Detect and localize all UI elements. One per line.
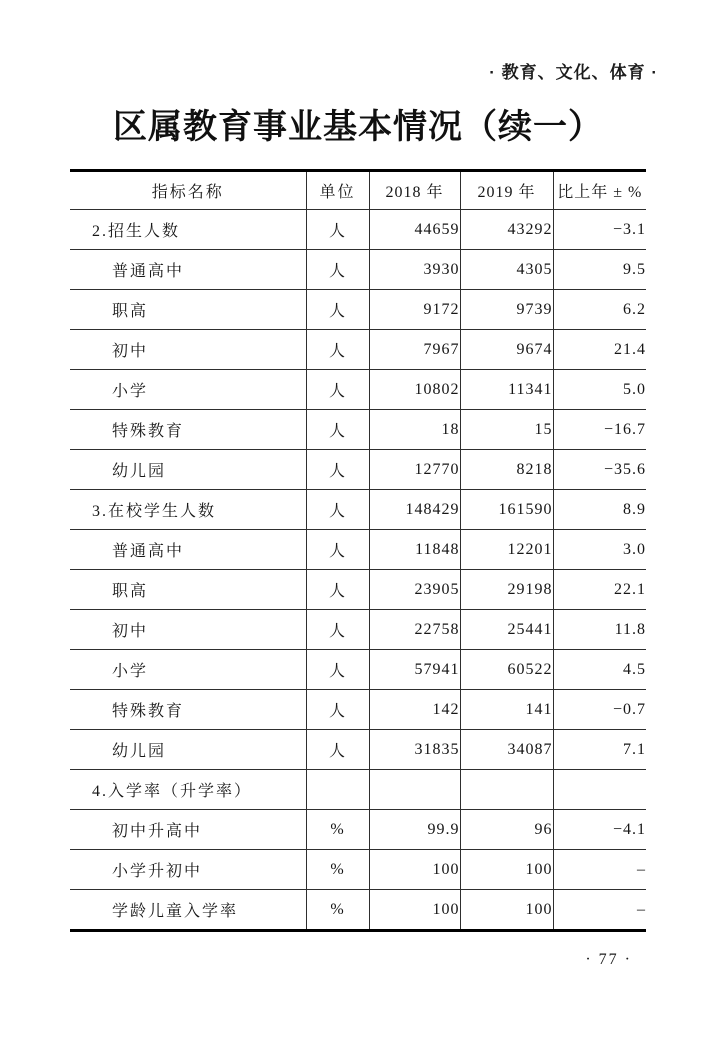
value-2019-cell: 141 bbox=[460, 690, 553, 730]
value-2019-cell: 9739 bbox=[460, 290, 553, 330]
change-cell: 6.2 bbox=[553, 290, 646, 330]
value-2018-cell: 10802 bbox=[369, 370, 460, 410]
section-header: · 教育、文化、体育 · bbox=[489, 63, 658, 82]
value-2018-cell: 44659 bbox=[369, 210, 460, 250]
table-row bbox=[70, 770, 646, 810]
table-row bbox=[70, 530, 646, 570]
indicator-name-cell: 初中 bbox=[70, 610, 306, 650]
column-header-2018: 2018 年 bbox=[369, 171, 460, 210]
column-header-unit: 单位 bbox=[306, 171, 369, 210]
change-cell: 7.1 bbox=[553, 730, 646, 770]
change-cell: 3.0 bbox=[553, 530, 646, 570]
value-2018-cell: 11848 bbox=[369, 530, 460, 570]
change-cell: 4.5 bbox=[553, 650, 646, 690]
value-2018-cell: 99.9 bbox=[369, 810, 460, 850]
indicator-name-cell: 普通高中 bbox=[70, 250, 306, 290]
unit-cell bbox=[306, 770, 369, 810]
value-2018-cell: 148429 bbox=[369, 490, 460, 530]
value-2019-cell: 25441 bbox=[460, 610, 553, 650]
change-cell: – bbox=[553, 850, 646, 890]
column-header-2019: 2019 年 bbox=[460, 171, 553, 210]
indicator-name-cell: 幼儿园 bbox=[70, 450, 306, 490]
indicator-name-cell: 初中 bbox=[70, 330, 306, 370]
indicator-name-cell: 学龄儿童入学率 bbox=[70, 890, 306, 931]
change-cell: 8.9 bbox=[553, 490, 646, 530]
table-row bbox=[70, 810, 646, 850]
unit-cell: % bbox=[306, 810, 369, 850]
value-2018-cell: 22758 bbox=[369, 610, 460, 650]
value-2019-cell: 100 bbox=[460, 850, 553, 890]
unit-cell: 人 bbox=[306, 330, 369, 370]
table-row bbox=[70, 570, 646, 610]
value-2019-cell: 60522 bbox=[460, 650, 553, 690]
value-2018-cell: 18 bbox=[369, 410, 460, 450]
table-row bbox=[70, 650, 646, 690]
value-2019-cell: 43292 bbox=[460, 210, 553, 250]
table-row bbox=[70, 370, 646, 410]
change-cell: −3.1 bbox=[612, 220, 646, 238]
table-row bbox=[70, 890, 646, 931]
value-2018-cell: 12770 bbox=[369, 450, 460, 490]
unit-cell: % bbox=[306, 850, 369, 890]
table-row bbox=[70, 250, 646, 290]
unit-cell: 人 bbox=[306, 250, 369, 290]
value-2018-cell: 57941 bbox=[369, 650, 460, 690]
table-row bbox=[70, 210, 646, 250]
indicator-name-cell: 初中升高中 bbox=[70, 810, 306, 850]
change-cell: −35.6 bbox=[553, 450, 646, 490]
unit-cell: 人 bbox=[306, 570, 369, 610]
change-cell: −0.7 bbox=[553, 690, 646, 730]
change-cell: −16.7 bbox=[553, 410, 646, 450]
value-2018-cell: 31835 bbox=[369, 730, 460, 770]
page-number: · 77 · bbox=[585, 951, 632, 968]
table-header-row bbox=[70, 171, 646, 210]
value-2019-cell: 100 bbox=[460, 890, 553, 931]
value-2019-cell: 15 bbox=[460, 410, 553, 450]
stats-table bbox=[70, 169, 646, 932]
value-2019-cell: 9674 bbox=[460, 330, 553, 370]
value-2018-cell: 9172 bbox=[369, 290, 460, 330]
indicator-name-cell: 4.入学率（升学率） bbox=[70, 770, 306, 810]
table-row bbox=[70, 410, 646, 450]
indicator-name-cell: 小学 bbox=[70, 370, 306, 410]
value-2018-cell: 100 bbox=[369, 850, 460, 890]
table-row bbox=[70, 330, 646, 370]
change-cell: 21.4 bbox=[553, 330, 646, 370]
value-2018-cell: 100 bbox=[369, 890, 460, 931]
unit-cell: 人 bbox=[306, 450, 369, 490]
change-cell: 5.0 bbox=[553, 370, 646, 410]
value-2018-cell: 3930 bbox=[369, 250, 460, 290]
value-2019-cell: 8218 bbox=[460, 450, 553, 490]
change-cell: −4.1 bbox=[553, 810, 646, 850]
indicator-name-cell: 职高 bbox=[70, 570, 306, 610]
change-cell: 11.8 bbox=[553, 610, 646, 650]
column-header-indicator: 指标名称 bbox=[70, 171, 306, 210]
table-row bbox=[70, 690, 646, 730]
table-row bbox=[70, 730, 646, 770]
table-row bbox=[70, 610, 646, 650]
unit-cell: 人 bbox=[306, 490, 369, 530]
table-row bbox=[70, 850, 646, 890]
value-2019-cell: 96 bbox=[460, 810, 553, 850]
unit-cell: 人 bbox=[306, 290, 369, 330]
unit-cell: 人 bbox=[306, 410, 369, 450]
unit-cell: 人 bbox=[306, 650, 369, 690]
value-2019-cell: 11341 bbox=[460, 370, 553, 410]
table-row bbox=[70, 490, 646, 530]
unit-cell: 人 bbox=[306, 730, 369, 770]
value-2019-cell: 12201 bbox=[460, 530, 553, 570]
indicator-name-cell: 普通高中 bbox=[70, 530, 306, 570]
value-2019-cell: 4305 bbox=[460, 250, 553, 290]
value-2019-cell bbox=[460, 770, 553, 810]
table-row bbox=[70, 290, 646, 330]
column-header-change: 比上年 ± % bbox=[553, 171, 646, 210]
value-2019-cell: 161590 bbox=[460, 490, 553, 530]
change-cell: 22.1 bbox=[553, 570, 646, 610]
change-cell bbox=[553, 770, 646, 810]
indicator-name-cell: 3.在校学生人数 bbox=[70, 490, 306, 530]
unit-cell: 人 bbox=[306, 370, 369, 410]
change-cell: – bbox=[553, 890, 646, 931]
change-cell: 9.5 bbox=[553, 250, 646, 290]
value-2019-cell: 34087 bbox=[460, 730, 553, 770]
indicator-name-cell: 小学升初中 bbox=[70, 850, 306, 890]
indicator-name-cell: 职高 bbox=[70, 290, 306, 330]
value-2019-cell: 29198 bbox=[460, 570, 553, 610]
unit-cell: 人 bbox=[306, 690, 369, 730]
unit-cell: 人 bbox=[306, 210, 369, 250]
page-title: 区属教育事业基本情况（续一） bbox=[113, 109, 603, 146]
indicator-name-cell: 2.招生人数 bbox=[70, 210, 306, 250]
indicator-name-cell: 幼儿园 bbox=[70, 730, 306, 770]
value-2018-cell: 23905 bbox=[369, 570, 460, 610]
unit-cell: % bbox=[306, 890, 369, 931]
value-2018-cell bbox=[369, 770, 460, 810]
indicator-name-cell: 小学 bbox=[70, 650, 306, 690]
indicator-name-cell: 特殊教育 bbox=[70, 410, 306, 450]
unit-cell: 人 bbox=[306, 530, 369, 570]
indicator-name-cell: 特殊教育 bbox=[70, 690, 306, 730]
value-2018-cell: 142 bbox=[369, 690, 460, 730]
value-2018-cell: 7967 bbox=[369, 330, 460, 370]
table-row bbox=[70, 450, 646, 490]
unit-cell: 人 bbox=[306, 610, 369, 650]
